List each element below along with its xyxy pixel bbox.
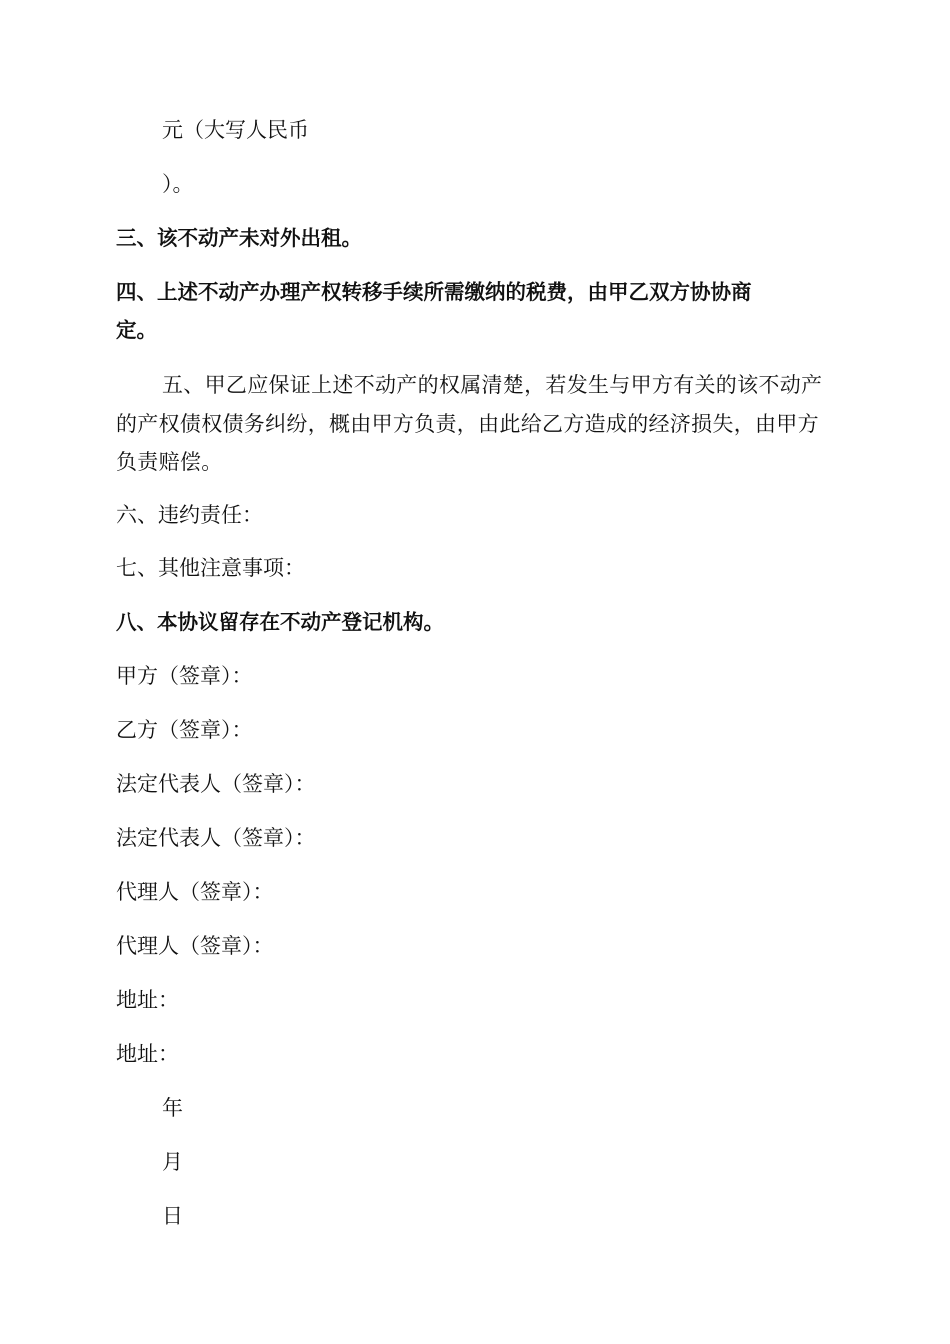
amount-in-words-line: 元（大写人民币: [162, 118, 309, 142]
agent-a-signature: 代理人（签章）：: [116, 880, 274, 904]
address-a: 地址：: [116, 988, 179, 1012]
address-b: 地址：: [116, 1042, 179, 1066]
clause-7: 七、其他注意事项：: [116, 556, 305, 580]
clause-4-line-2: 定。: [116, 318, 157, 342]
date-month: 月: [162, 1150, 183, 1174]
agent-b-signature: 代理人（签章）：: [116, 934, 274, 958]
clause-4-line-1: 四、上述不动产办理产权转移手续所需缴纳的税费，由甲乙双方协协商: [116, 280, 752, 304]
party-b-signature: 乙方（签章）：: [116, 718, 253, 742]
clause-6: 六、违约责任：: [116, 503, 263, 527]
date-day: 日: [162, 1204, 183, 1228]
clause-3: 三、该不动产未对外出租。: [116, 226, 362, 250]
legal-rep-a-signature: 法定代表人（签章）：: [116, 772, 316, 796]
amount-close-paren: ）。: [162, 172, 194, 196]
clause-5: 五、甲乙应保证上述不动产的权属清楚，若发生与甲方有关的该不动产的产权债权债务纠纷，概由甲方负责，由此给乙方造成的经济损失，由甲方负责赔偿。: [116, 373, 823, 474]
party-a-signature: 甲方（签章）：: [116, 664, 253, 688]
legal-rep-b-signature: 法定代表人（签章）：: [116, 826, 316, 850]
date-year: 年: [162, 1096, 183, 1120]
clause-8: 八、本协议留存在不动产登记机构。: [116, 610, 444, 634]
